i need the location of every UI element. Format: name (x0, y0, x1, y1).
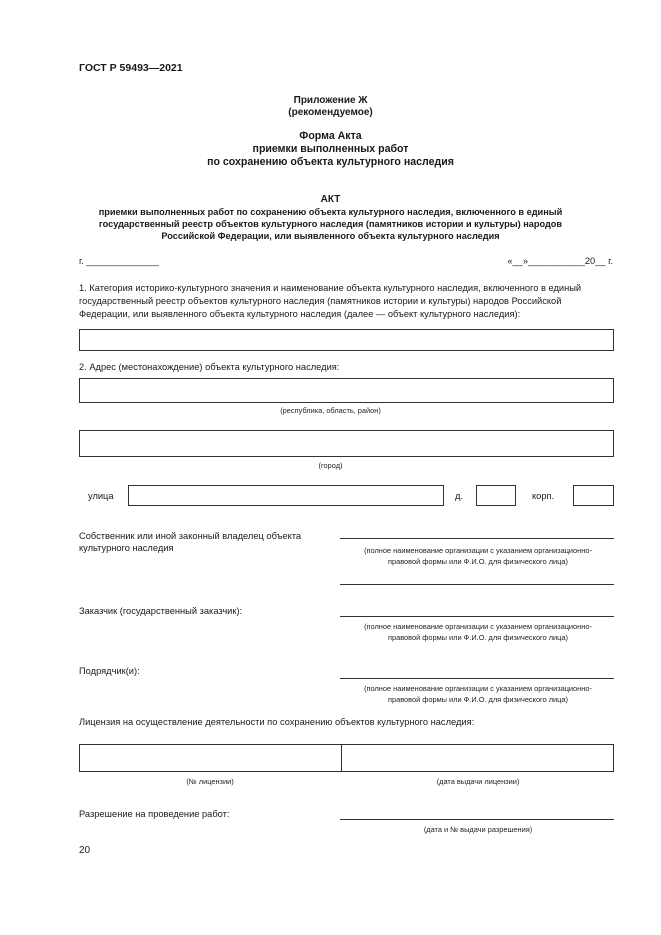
section-1-line-3: Федерации, или выявленного объекта культурного наследия (далее — объект культурного наследия): (79, 309, 521, 319)
permit-caption: (дата и № выдачи разрешения) (423, 825, 533, 834)
section-2-label: 2. Адрес (местонахождение) объекта культурного наследия: (79, 362, 340, 372)
house-label: д. (455, 491, 464, 501)
owner-label-line-1: Собственник или иной законный владелец объекта (79, 531, 302, 541)
owner-caption-line-1: (полное наименование организации с указанием организационно- (364, 546, 592, 555)
owner-label-line-2: культурного наследия (79, 543, 174, 553)
region-field[interactable] (79, 378, 614, 403)
appendix-subtitle: (рекомендуемое) (288, 107, 373, 118)
street-field[interactable] (128, 485, 444, 506)
license-number-caption: (№ лицензии) (186, 777, 234, 786)
license-date-field[interactable] (342, 745, 613, 771)
form-title-line-1: Форма Акта (299, 130, 362, 142)
permit-input-line[interactable] (340, 819, 614, 820)
heritage-object-name-field[interactable] (79, 329, 614, 351)
date-field: «__»___________20__ г. (507, 256, 613, 266)
customer-caption-line-2: правовой формы или Ф.И.О. для физического лица) (387, 633, 568, 642)
customer-label: Заказчик (государственный заказчик): (79, 606, 243, 616)
customer-input-line[interactable] (340, 616, 614, 617)
act-title: АКТ (320, 194, 341, 205)
street-label: улица (88, 491, 114, 501)
appendix-title: Приложение Ж (293, 95, 368, 106)
act-title-line-1: приемки выполненных работ по сохранению объекта культурного наследия, включенного в единый (98, 207, 563, 217)
license-label: Лицензия на осуществление деятельности по сохранению объектов культурного наследия: (79, 717, 475, 727)
building-field[interactable] (573, 485, 614, 506)
contractor-input-line[interactable] (340, 678, 614, 679)
owner-caption-line-2: правовой формы или Ф.И.О. для физического лица) (387, 557, 568, 566)
contractor-label: Подрядчик(и): (79, 666, 140, 676)
page-number: 20 (79, 845, 91, 856)
section-1-line-2: государственный реестр объектов культурного наследия (памятников истории и культуры) народов Российской (79, 296, 562, 306)
section-1-line-1: 1. Категория историко-культурного значения и наименование объекта культурного наследия, включенного в единый (79, 283, 582, 293)
act-title-line-3: Российской Федерации, или выявленного объекта культурного наследия (161, 231, 500, 241)
document-standard-number: ГОСТ Р 59493—2021 (79, 62, 183, 74)
act-title-line-2: государственный реестр объектов культурного наследия (памятников истории и культуры) народов (98, 219, 563, 229)
customer-caption-line-1: (полное наименование организации с указанием организационно- (364, 622, 592, 631)
permit-label: Разрешение на проведение работ: (79, 809, 230, 819)
city-caption: (город) (318, 461, 343, 470)
house-field[interactable] (476, 485, 516, 506)
form-title-line-3: по сохранению объекта культурного наследия (207, 156, 454, 168)
owner-input-line[interactable] (340, 538, 614, 539)
owner-input-line-2[interactable] (340, 584, 614, 585)
city-field[interactable] (79, 430, 614, 457)
form-title-line-2: приемки выполненных работ (252, 143, 409, 155)
place-field: г. ______________ (79, 256, 159, 266)
contractor-caption-line-1: (полное наименование организации с указанием организационно- (364, 684, 592, 693)
region-caption: (республика, область, район) (280, 406, 381, 415)
license-date-caption: (дата выдачи лицензии) (436, 777, 520, 786)
building-label: корп. (532, 491, 555, 501)
contractor-caption-line-2: правовой формы или Ф.И.О. для физического лица) (387, 695, 568, 704)
license-number-field[interactable] (80, 745, 340, 771)
